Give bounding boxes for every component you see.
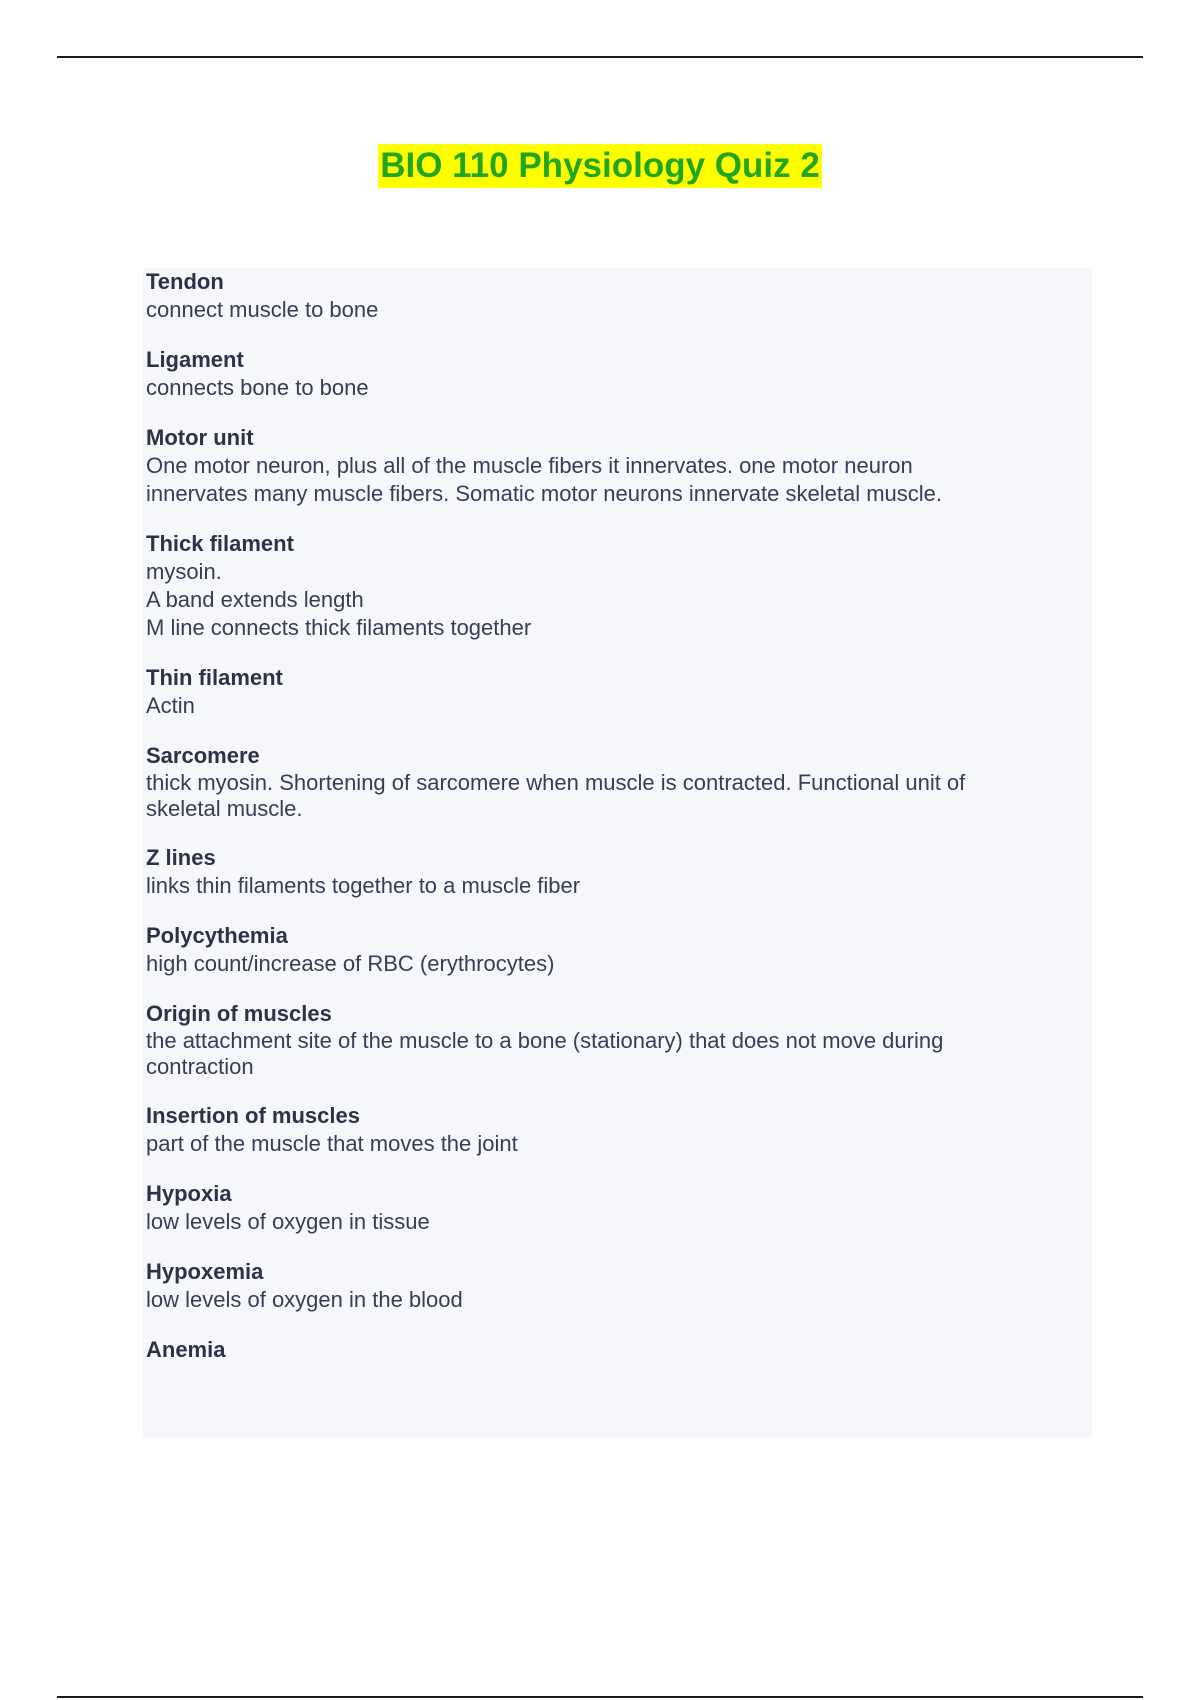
definition-line: high count/increase of RBC (erythrocytes) bbox=[146, 951, 555, 976]
entry-origin-of-muscles bbox=[146, 1000, 1092, 1080]
term: Hypoxemia bbox=[146, 1259, 264, 1284]
term: Sarcomere bbox=[146, 743, 260, 768]
definition-line: Actin bbox=[146, 693, 195, 718]
entry-tendon bbox=[146, 268, 1092, 324]
term: Thin filament bbox=[146, 665, 283, 690]
definition-line: low levels of oxygen in the blood bbox=[146, 1287, 463, 1312]
term: Polycythemia bbox=[146, 923, 288, 948]
definition-line: low levels of oxygen in tissue bbox=[146, 1209, 430, 1234]
entry-thin-filament bbox=[146, 664, 1092, 720]
term: Z lines bbox=[146, 845, 216, 870]
definition-line: connects bone to bone bbox=[146, 375, 369, 400]
definition-line: part of the muscle that moves the joint bbox=[146, 1131, 518, 1156]
definition-line: M line connects thick filaments together bbox=[146, 615, 532, 640]
term: Ligament bbox=[146, 347, 244, 372]
term: Origin of muscles bbox=[146, 1001, 332, 1026]
entry-hypoxemia bbox=[146, 1258, 1092, 1314]
entry-hypoxia bbox=[146, 1180, 1092, 1236]
definition-line: the attachment site of the muscle to a bone (stationary) that does not move during bbox=[146, 1028, 944, 1053]
definition-line: mysoin. bbox=[146, 559, 222, 584]
definition-line: innervates many muscle fibers. Somatic motor neurons innervate skeletal muscle. bbox=[146, 481, 943, 506]
definition-line: A band extends length bbox=[146, 587, 364, 612]
flashcard-list bbox=[143, 268, 1092, 1438]
definition-line: contraction bbox=[146, 1054, 254, 1079]
definition-line: connect muscle to bone bbox=[146, 297, 379, 322]
document-title: BIO 110 Physiology Quiz 2 bbox=[378, 144, 822, 188]
definition-line: links thin filaments together to a muscle fiber bbox=[146, 873, 581, 898]
top-rule bbox=[57, 56, 1143, 58]
term: Insertion of muscles bbox=[146, 1103, 360, 1128]
title-wrap bbox=[0, 144, 1200, 188]
definition-line: thick myosin. Shortening of sarcomere when muscle is contracted. Functional unit of bbox=[146, 770, 966, 795]
definition-line: skeletal muscle. bbox=[146, 796, 303, 821]
term: Motor unit bbox=[146, 425, 254, 450]
entry-polycythemia bbox=[146, 922, 1092, 978]
entry-motor-unit bbox=[146, 424, 1092, 508]
term: Tendon bbox=[146, 269, 224, 294]
entry-z-lines bbox=[146, 844, 1092, 900]
entry-ligament bbox=[146, 346, 1092, 402]
entry-thick-filament bbox=[146, 530, 1092, 642]
bottom-rule bbox=[57, 1696, 1143, 1698]
definition-line: One motor neuron, plus all of the muscle fibers it innervates. one motor neuron bbox=[146, 453, 913, 478]
entry-insertion-of-muscles bbox=[146, 1102, 1092, 1158]
entry-sarcomere bbox=[146, 742, 1092, 822]
term: Thick filament bbox=[146, 531, 294, 556]
term: Anemia bbox=[146, 1337, 226, 1362]
entry-anemia bbox=[146, 1336, 1092, 1364]
term: Hypoxia bbox=[146, 1181, 232, 1206]
